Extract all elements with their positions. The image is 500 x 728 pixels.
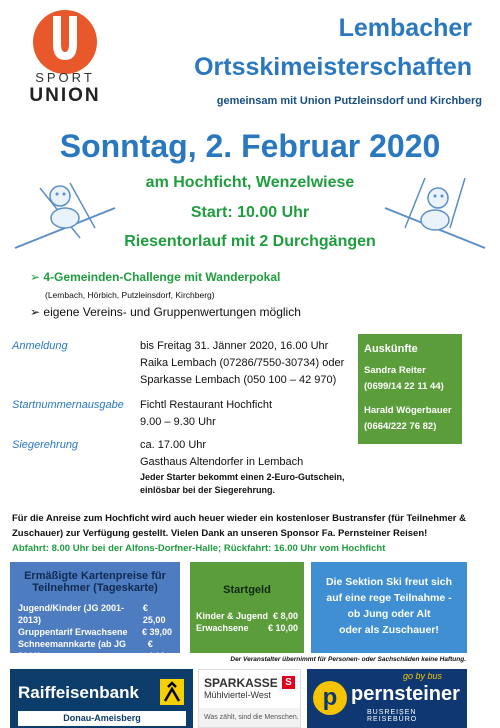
price-row	[10, 626, 180, 638]
closing-message	[311, 574, 467, 638]
contact-2-name: Harald Wögerbauer	[364, 405, 452, 416]
title-line-1: Lembacher	[338, 14, 472, 42]
bullet-2-text: eigene Vereins- und Gruppenwertungen möglich	[43, 305, 301, 319]
title-line-2: Ortsskimeisterschaften	[194, 53, 472, 81]
registration-line: Raika Lembach (07286/7550-30734) oder	[140, 357, 345, 369]
price-label: Jugend/Kinder (JG 2001-2013)	[18, 603, 125, 625]
sparkasse-s-icon: S	[282, 676, 295, 689]
ticket-prices-title-1: Ermäßigte Kartenpreise für	[24, 570, 166, 582]
bullet-1-sub: (Lembach, Hörbich, Putzleinsdorf, Kirchberg)	[45, 290, 215, 300]
contact-1-name: Sandra Reiter	[364, 365, 426, 376]
fee-value: € 10,00	[267, 623, 298, 633]
bib-line: 9.00 – 9.30 Uhr	[140, 416, 216, 428]
ticket-prices-title-2: Teilnehmer (Tageskarte)	[32, 582, 158, 594]
event-race: Riesentorlauf mit 2 Durchgängen	[124, 233, 376, 250]
sponsor-raiffeisen	[10, 669, 193, 728]
raiffeisen-sub: Donau-Ameisberg	[18, 711, 186, 726]
bib-info	[140, 397, 272, 431]
sparkasse-slogan: Was zählt, sind die Menschen.	[199, 708, 300, 727]
contact-2	[364, 403, 456, 435]
transfer-info	[12, 511, 482, 556]
contact-1-phone: (0699/14 22 11 44)	[364, 381, 444, 392]
closing-line: Die Sektion Ski freut sich	[325, 576, 453, 588]
pernsteiner-p-icon: p	[313, 681, 347, 715]
registration-line: bis Freitag 31. Jänner 2020, 16.00 Uhr	[140, 340, 329, 352]
bullet-1-text: 4-Gemeinden-Challenge mit Wanderpokal	[43, 270, 281, 284]
sponsor-pernsteiner	[307, 669, 467, 728]
skier-right-illustration	[380, 168, 490, 258]
fee-row	[190, 610, 304, 622]
union-u-icon	[49, 16, 81, 64]
contact-1	[364, 363, 456, 395]
price-row	[10, 602, 180, 626]
closing-line: oder als Zuschauer!	[339, 624, 439, 636]
price-value: € 4,00	[147, 639, 166, 661]
contact-info-box	[358, 334, 462, 444]
logo-union-text: UNION	[29, 85, 101, 106]
registration-info	[140, 338, 344, 389]
pernsteiner-name: pernsteiner	[351, 683, 460, 705]
disclaimer: Der Veranstalter übernimmt für Personen- oder Sachschäden keine Haftung.	[230, 656, 466, 663]
logo-sport-text: SPORT	[35, 70, 95, 85]
sponsor-sparkasse	[198, 669, 301, 728]
transfer-schedule: Abfahrt: 8.00 Uhr bei der Alfons-Dorfner-Halle; Rückfahrt: 16.00 Uhr vom Hochficht	[12, 543, 386, 554]
bib-label: Startnummernausgabe	[12, 399, 124, 411]
price-value: € 39,00	[141, 627, 172, 637]
contact-2-phone: (0664/222 76 82)	[364, 421, 437, 432]
closing-line: auf eine rege Teilnahme -	[326, 592, 452, 604]
event-location: am Hochficht, Wenzelwiese	[145, 174, 355, 191]
ceremony-label: Siegerehrung	[12, 439, 79, 451]
closing-message-box	[311, 562, 467, 653]
event-date: Sonntag, 2. Februar 2020	[59, 128, 441, 164]
bib-line: Fichtl Restaurant Hochficht	[140, 399, 273, 411]
sparkasse-sub: Mühlviertel-West	[204, 690, 271, 700]
start-fee-title: Startgeld	[223, 584, 271, 596]
registration-line: Sparkasse Lembach (050 100 – 42 970)	[140, 374, 337, 386]
fee-label: Erwachsene	[196, 623, 249, 633]
start-fee-box	[190, 562, 304, 653]
price-value: € 25,00	[142, 603, 166, 625]
fee-row	[190, 622, 304, 634]
price-row	[10, 638, 180, 662]
registration-label: Anmeldung	[12, 340, 68, 352]
closing-line: ob Jung oder Alt	[347, 608, 431, 620]
ticket-prices-box	[10, 562, 180, 661]
ceremony-note-line: Jeder Starter bekommt einen 2-Euro-Gutschein,	[140, 472, 345, 482]
event-start: Start: 10.00 Uhr	[190, 204, 310, 221]
contact-title: Auskünfte	[364, 343, 418, 355]
subtitle: gemeinsam mit Union Putzleinsdorf und Kirchberg	[216, 95, 482, 107]
arrow-icon: ➢	[30, 270, 44, 284]
raiffeisen-gable-icon	[160, 679, 184, 705]
sparkasse-name: SPARKASSE	[204, 676, 278, 690]
bullet-1	[30, 270, 280, 284]
bullet-2	[30, 305, 301, 319]
ceremony-note-line: einlösbar bei der Siegerehrung.	[140, 485, 276, 495]
arrow-icon: ➢	[30, 305, 44, 319]
transfer-text: Für die Anreise zum Hochficht wird auch heuer wieder ein kostenloser Bustransfer (für Teilnehmer & Zuschauer) zur Verfügung gestellt. Vielen Dank an unseren Sponsor Fa. Pernsteiner Reisen!	[12, 513, 466, 539]
raiffeisen-name: Raiffeisenbank	[18, 683, 139, 702]
price-label: Schneemannkarte (ab JG 2010)	[18, 639, 127, 661]
ceremony-line: Gasthaus Altendorfer in Lembach	[140, 456, 304, 468]
fee-value: € 8,00	[272, 611, 298, 621]
pernsteiner-sub: BUSREISEN REISEBÜRO	[367, 709, 418, 723]
price-label: Gruppentarif Erwachsene	[18, 627, 128, 637]
skier-left-illustration	[10, 168, 120, 258]
ceremony-line: ca. 17.00 Uhr	[140, 439, 207, 451]
fee-label: Kinder & Jugend	[196, 611, 269, 621]
ceremony-info	[140, 437, 345, 497]
pernsteiner-tagline: go by bus	[403, 671, 443, 681]
